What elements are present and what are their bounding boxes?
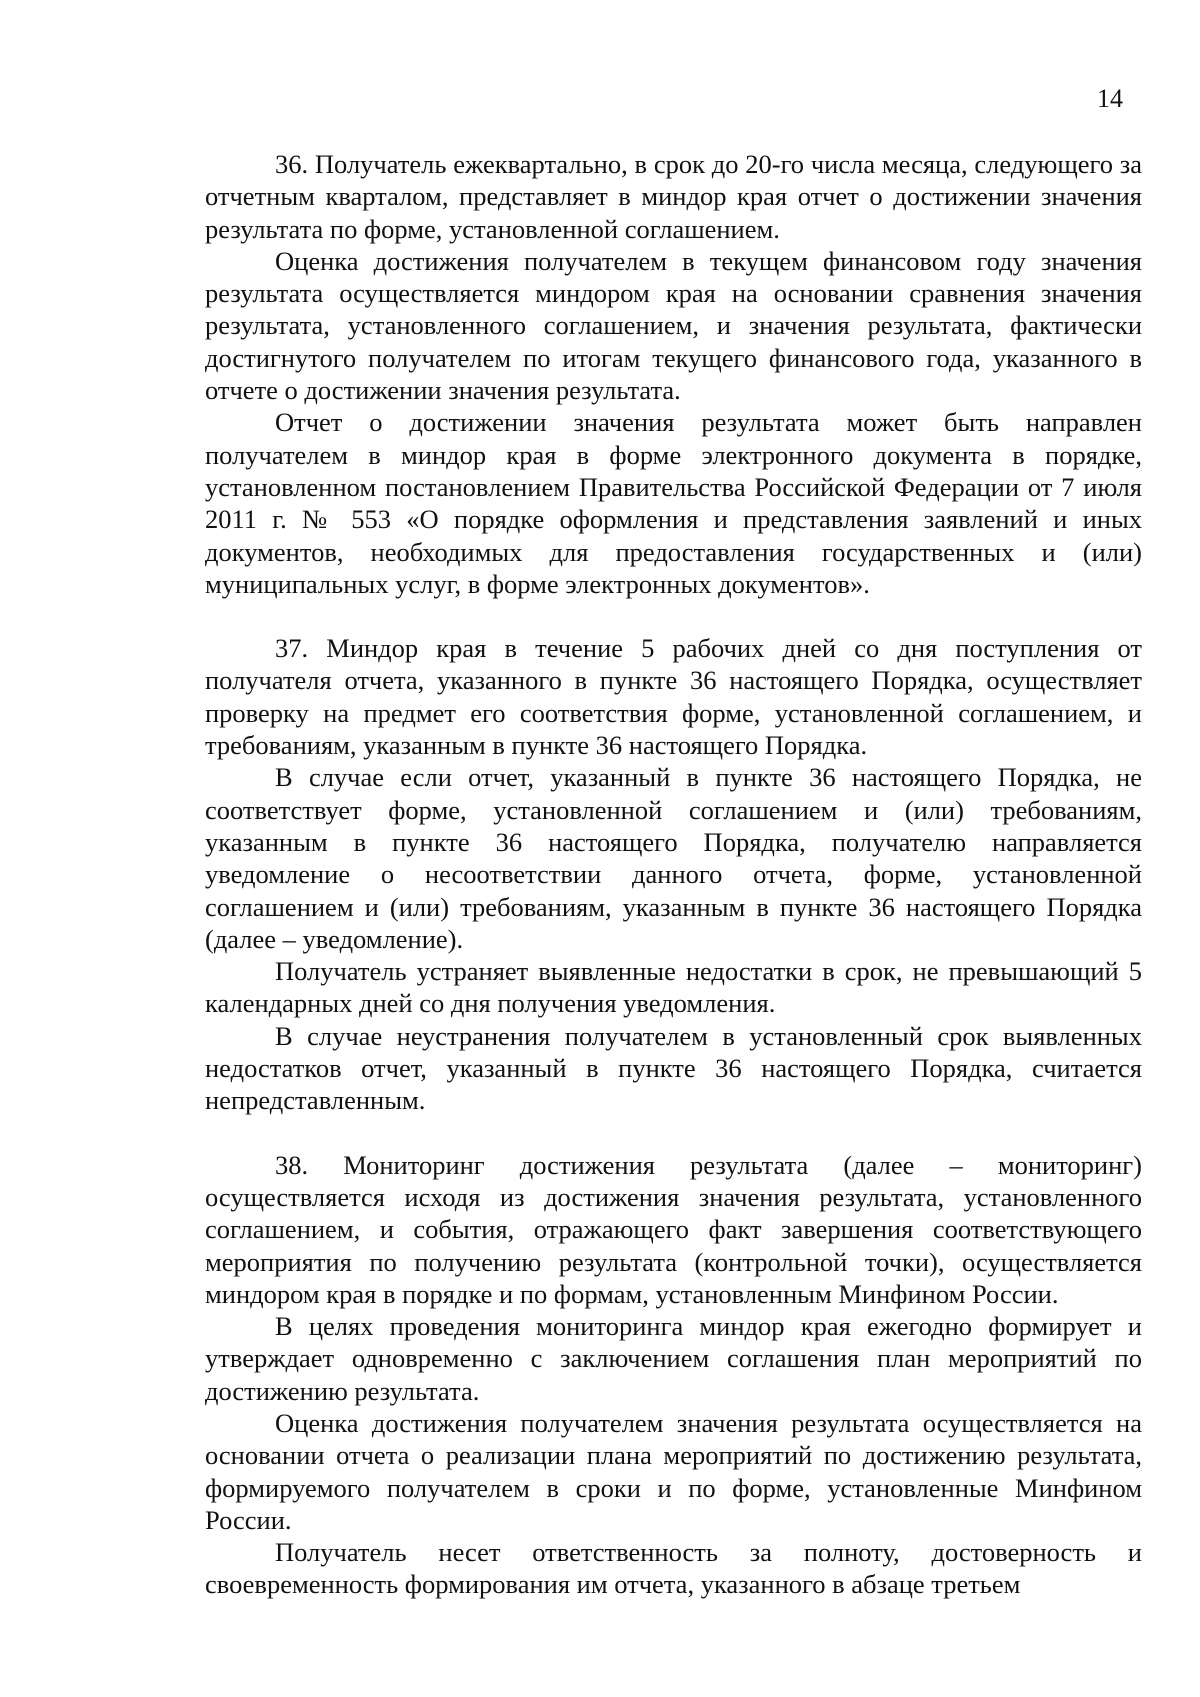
paragraph-36-1: 36. Получатель ежеквартально, в срок до 20-го числа месяца, следующего за отчетным кварталом, представляет в миндор края отчет о достижении значения результата по форме, установленной соглашением. (205, 149, 1142, 244)
paragraph-38-1: 38. Мониторинг достижения результата (далее – мониторинг) осуществляется исходя из достижения значения результата, установленного соглашением, и события, отражающего факт завершения соответствующего мероприятия по получению результата (контрольной точки), осуществляется миндором края в порядке и по формам, установленным Минфином России. (205, 1149, 1142, 1309)
page-number: 14 (1097, 84, 1123, 113)
paragraph-36-2: Оценка достижения получателем в текущем финансовом году значения результата осуществляется миндором края на основании сравнения значения результата, установленного соглашением, и значения результата, фактически достигнутого получателем по итогам текущего финансового года, указанного в отчете о достижении значения результата. (205, 245, 1142, 406)
paragraph-38-2: В целях проведения мониторинга миндор края ежегодно формирует и утверждает одновременно с заключением соглашения план мероприятий по достижению результата. (205, 1311, 1142, 1406)
paragraph-37-3: Получатель устраняет выявленные недостатки в срок, не превышающий 5 календарных дней со дня получения уведомления. (205, 956, 1142, 1019)
paragraph-36-3: Отчет о достижении значения результата может быть направлен получателем в миндор края в форме электронного документа в порядке, установленном постановлением Правительства Российской Федерации от 7 июля 2011 г. № 553 «О порядке оформления и представления заявлений и иных документов, необходимых для предоставления государственных и (или) муниципальных услуг, в форме электронных документов». (205, 407, 1142, 599)
paragraph-37-2: В случае если отчет, указанный в пункте 36 настоящего Порядка, не соответствует форме, установленной соглашением и (или) требованиям, указанным в пункте 36 настоящего Порядка, получателю направляется уведомление о несоответствии данного отчета, форме, установленной соглашением и (или) требованиям, указанным в пункте 36 настоящего Порядка (далее – уведомление). (205, 762, 1142, 954)
paragraph-37-1: 37. Миндор края в течение 5 рабочих дней со дня поступления от получателя отчета, указанного в пункте 36 настоящего Порядка, осуществляет проверку на предмет его соответствия форме, установленной соглашением, и требованиям, указанным в пункте 36 настоящего Порядка. (205, 633, 1142, 761)
paragraph-38-4: Получатель несет ответственность за полноту, достоверность и своевременность формирования им отчета, указанного в абзаце третьем (205, 1537, 1142, 1600)
document-body (205, 148, 1142, 1601)
paragraph-38-3: Оценка достижения получателем значения результата осуществляется на основании отчета о реализации плана мероприятий по достижению результата, формируемого получателем в сроки и по форме, установленные Минфином России. (205, 1407, 1142, 1535)
paragraph-37-4: В случае неустранения получателем в установленный срок выявленных недостатков отчет, указанный в пункте 36 настоящего Порядка, считается непредставленным. (205, 1020, 1142, 1116)
